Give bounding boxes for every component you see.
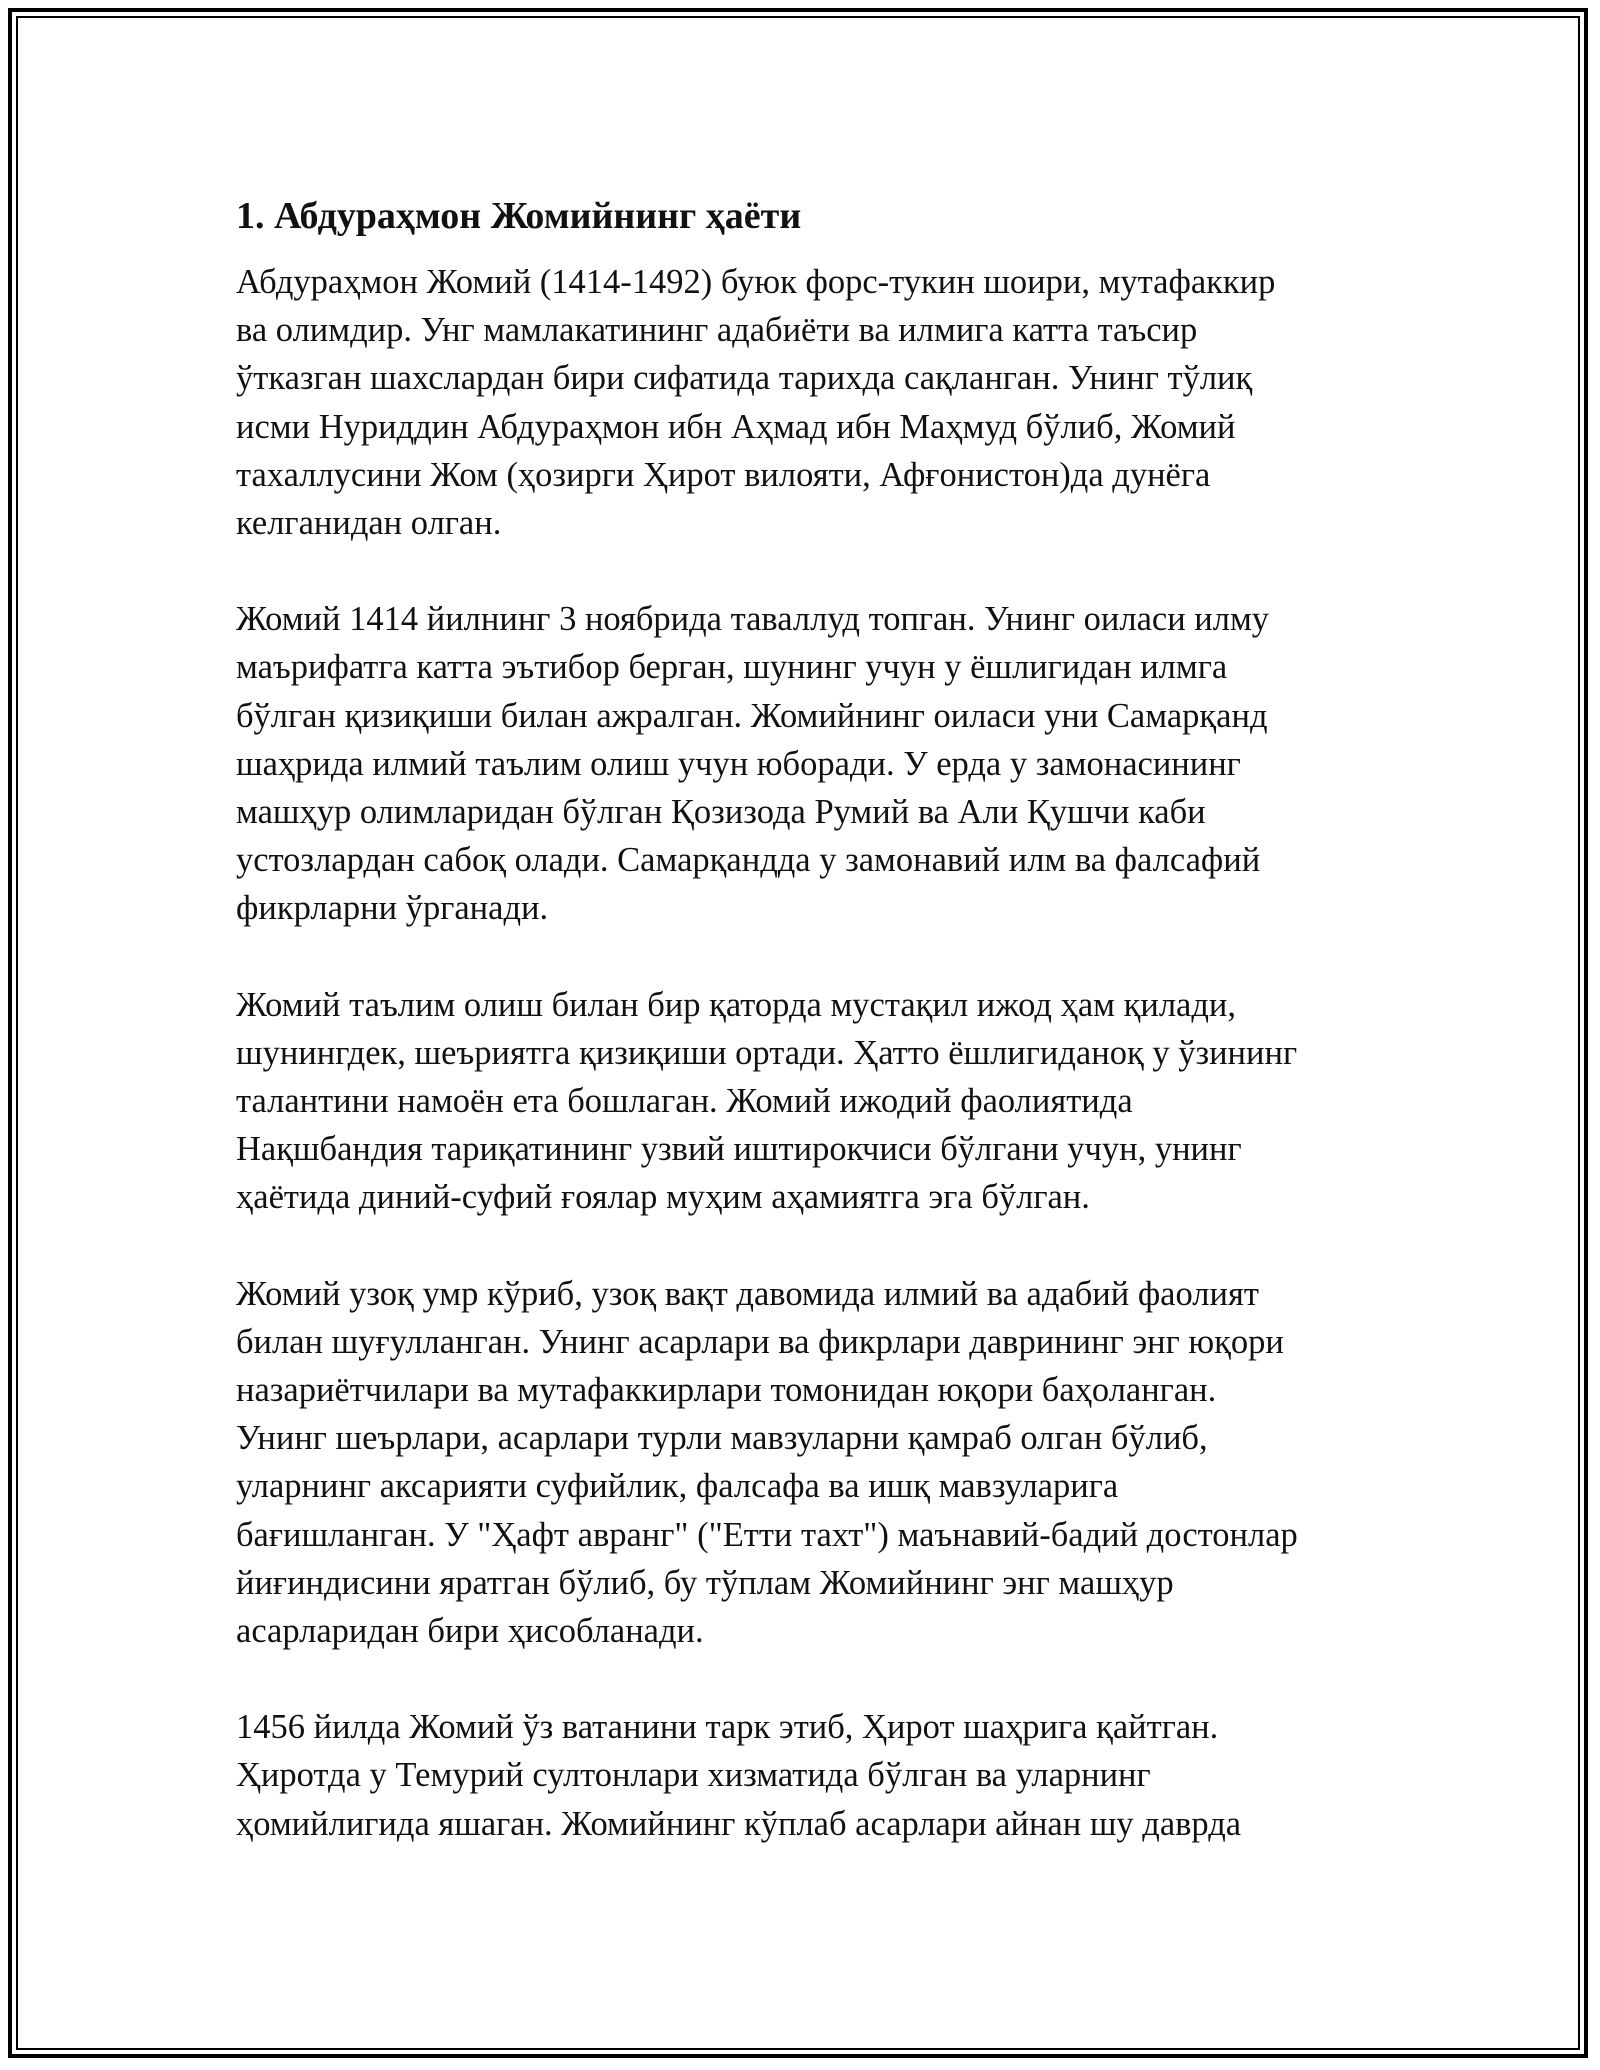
paragraph-4: [236, 1270, 1376, 1656]
text-line: ҳомийлигида яшаган. Жомийнинг кўплаб асарлари айнан шу даврда: [236, 1804, 1242, 1843]
paragraph-1: [236, 258, 1376, 547]
text-line: устозлардан сабоқ олади. Самарқандда у замонавий илм ва фалсафий: [236, 841, 1261, 880]
text-line: Нақшбандия тариқатининг узвий иштирокчиси бўлгани учун, унинг: [236, 1130, 1242, 1169]
text-line: фикрларни ўрганади.: [236, 889, 549, 928]
text-line: Жомий узоқ умр кўриб, узоқ вақт давомида илмий ва адабий фаолият: [236, 1274, 1259, 1313]
text-line: йиғиндисини яратган бўлиб, бу тўплам Жомийнинг энг машҳур: [236, 1563, 1174, 1602]
text-line: ўтказган шахслардан бири сифатида тарихда сақланган. Унинг тўлиқ: [236, 359, 1253, 398]
text-line: исми Нуриддин Абдураҳмон ибн Аҳмад ибн Маҳмуд бўлиб, Жомий: [236, 407, 1236, 446]
text-line: Жомий таълим олиш билан бир қаторда мустақил ижод ҳам қилади,: [236, 985, 1237, 1024]
text-line: тахаллусини Жом (ҳозирги Ҳирот вилояти, Афғонистон)да дунёга: [236, 455, 1211, 494]
text-line: шаҳрида илмий таълим олиш учун юборади. У ерда у замонасининг: [236, 744, 1241, 783]
text-line: билан шуғулланган. Унинг асарлари ва фикрлари даврининг энг юқори: [236, 1322, 1284, 1361]
text-line: ва олимдир. Унг мамлакатининг адабиёти ва илмига катта таъсир: [236, 311, 1198, 350]
section-heading: 1. Абдураҳмон Жомийнинг ҳаёти: [236, 195, 802, 237]
text-line: бағишланган. У "Ҳафт авранг" ("Етти тахт") маънавий-бадий достонлар: [236, 1515, 1298, 1554]
text-line: назариётчилари ва мутафаккирлари томонидан юқори баҳоланган.: [236, 1371, 1217, 1410]
text-line: уларнинг аксарияти суфийлик, фалсафа ва ишқ мавзуларига: [236, 1467, 1119, 1506]
text-line: келганидан олган.: [236, 504, 502, 543]
paragraph-3: [236, 981, 1376, 1222]
text-line: ҳаётида диний-суфий ғоялар муҳим аҳамиятга эга бўлган.: [236, 1178, 1090, 1217]
text-line: Абдураҳмон Жомий (1414-1492) буюк форс-тукин шоири, мутафаккир: [236, 263, 1276, 301]
text-line: Ҳиротда у Темурий султонлари хизматида бўлган ва уларнинг: [236, 1756, 1151, 1795]
text-line: асарларидан бири ҳисобланади.: [236, 1612, 704, 1651]
text-line: Унинг шеърлари, асарлари турли мавзуларни қамраб олган бўлиб,: [236, 1419, 1208, 1458]
text-line: 1456 йилда Жомий ўз ватанини тарк этиб, Ҳирот шаҳрига қайтган.: [236, 1708, 1219, 1747]
text-line: Жомий 1414 йилнинг 3 ноябрида таваллуд топган. Унинг оиласи илму: [236, 600, 1270, 639]
text-line: шунингдек, шеъриятга қизиқиши ортади. Ҳатто ёшлигиданоқ у ўзининг: [236, 1033, 1298, 1072]
text-line: машҳур олимларидан бўлган Қозизода Румий ва Али Қушчи каби: [236, 793, 1206, 832]
text-line: бўлган қизиқиши билан ажралган. Жомийнинг оиласи уни Самарқанд: [236, 696, 1268, 735]
text-line: маърифатга катта эътибор берган, шунинг учун у ёшлигидан илмга: [236, 648, 1228, 687]
text-line: талантини намоён ета бошлаган. Жомий ижодий фаолиятида: [236, 1082, 1133, 1121]
paragraph-5: [236, 1703, 1376, 1848]
paragraph-2: [236, 595, 1376, 932]
document-body: [236, 186, 1376, 1896]
